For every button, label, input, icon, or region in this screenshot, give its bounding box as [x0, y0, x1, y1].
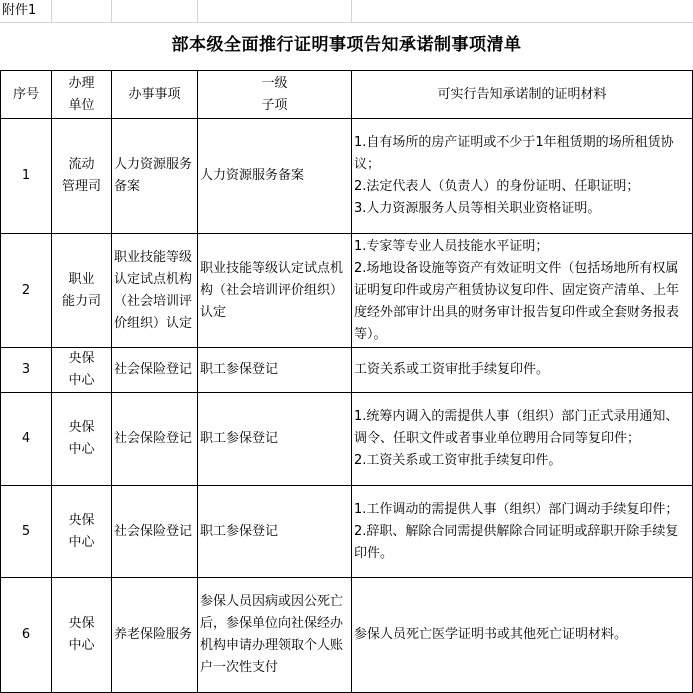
cell-no: 2	[1, 234, 52, 348]
material-item: 3.人力资源服务人员等相关职业资格证明。	[354, 201, 601, 216]
table-header-row	[1, 71, 693, 119]
cell-matter: 社会保险登记	[112, 393, 198, 486]
cell-no: 4	[1, 393, 52, 486]
cell-subitem: 人力资源服务备案	[198, 119, 352, 234]
table-row	[1, 393, 693, 486]
cell-unit: 央保 中心	[52, 578, 112, 693]
cell-unit: 央保 中心	[52, 393, 112, 486]
cell-unit: 职业 能力司	[52, 234, 112, 348]
material-item: 2.工资关系或工资审批手续复印件。	[354, 453, 562, 468]
attachment-label: 附件1	[2, 3, 37, 18]
cell-materials	[352, 393, 693, 486]
material-item: 1.专家等专业人员技能水平证明；	[354, 238, 549, 254]
header-no: 序号	[1, 71, 52, 119]
grid-line	[51, 0, 52, 22]
material-item: 2.法定代表人（负责人）的身份证明、任职证明；	[354, 179, 640, 194]
cell-subitem: 职工参保登记	[198, 486, 352, 578]
cell-subitem: 职工参保登记	[198, 348, 352, 393]
cell-no: 3	[1, 348, 52, 393]
cell-materials	[352, 119, 693, 234]
cell-materials	[352, 348, 693, 393]
material-item: 1.统筹内调入的需提供人事（组织）部门正式录用通知、调令、任职文件或者事业单位聘用合同等复印件；	[354, 409, 679, 446]
header-unit: 办理 单位	[52, 71, 112, 119]
cell-subitem: 参保人员因病或因公死亡后，参保单位向社保经办机构申请办理领取个人账户一次性支付	[198, 578, 352, 693]
cell-matter: 社会保险登记	[112, 486, 198, 578]
cell-no: 1	[1, 119, 52, 234]
cell-matter: 社会保险登记	[112, 348, 198, 393]
material-item: 工资关系或工资审批手续复印件。	[354, 362, 550, 377]
attachment-row	[0, 0, 693, 23]
cell-unit: 央保 中心	[52, 486, 112, 578]
material-item: 参保人员死亡医学证明书或其他死亡证明材料。	[354, 627, 628, 642]
grid-line	[351, 0, 352, 22]
cell-no: 5	[1, 486, 52, 578]
material-item: 1.工作调动的需提供人事（组织）部门调动手续复印件；	[354, 501, 679, 517]
page-title: 部本级全面推行证明事项告知承诺制事项清单	[171, 35, 522, 55]
table-row	[1, 119, 693, 234]
material-item: 2.辞职、解除合同需提供解除合同证明或辞职开除手续复印件。	[354, 523, 679, 561]
cell-materials	[352, 486, 693, 578]
header-matter: 办事事项	[112, 71, 198, 119]
grid-line	[111, 0, 112, 22]
header-materials: 可实行告知承诺制的证明材料	[352, 71, 693, 119]
table-row	[1, 486, 693, 578]
table-row	[1, 234, 693, 348]
table-row	[1, 578, 693, 693]
header-subitem: 一级 子项	[198, 71, 352, 119]
material-item: 2.场地设备设施等资产有效证明文件（包括场地所有权属证明复印件或房产租赁协议复印件、固定资产清单、上年度经外部审计出具的财务审计报告复印件或全套财务报表等）。	[354, 260, 680, 342]
cell-matter: 职业技能等级认定试点机构（社会培训评价组织）认定	[112, 234, 198, 348]
cell-unit: 流动 管理司	[52, 119, 112, 234]
cell-matter: 养老保险服务	[112, 578, 198, 693]
matters-table	[0, 70, 693, 693]
cell-materials	[352, 234, 693, 348]
cell-subitem: 职业技能等级认定试点机构（社会培训评价组织）认定	[198, 234, 352, 348]
grid-line	[197, 0, 198, 22]
cell-unit: 央保 中心	[52, 348, 112, 393]
cell-subitem: 职工参保登记	[198, 393, 352, 486]
cell-no: 6	[1, 578, 52, 693]
cell-materials	[352, 578, 693, 693]
table-row	[1, 348, 693, 393]
material-item: 1.自有场所的房产证明或不少于1年租赁期的场所租赁协议；	[354, 135, 674, 172]
cell-matter: 人力资源服务备案	[112, 119, 198, 234]
